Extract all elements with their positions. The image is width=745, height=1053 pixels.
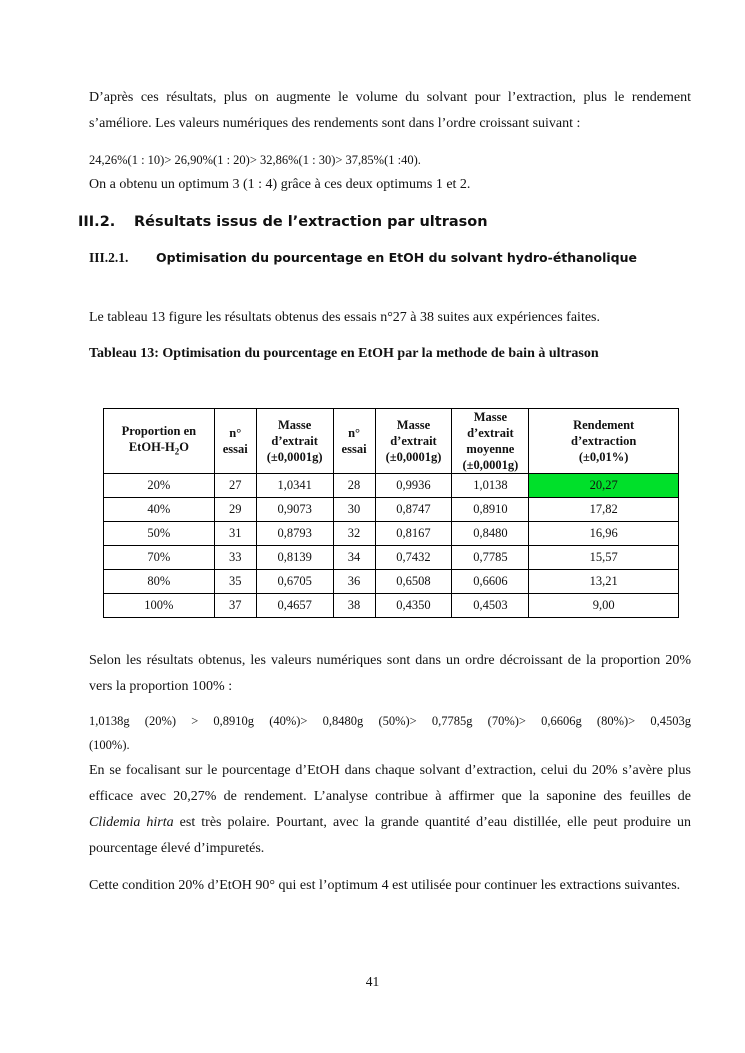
table-row [104, 498, 679, 522]
cell-essai: 27 [214, 474, 256, 498]
cell-masse: 0,8793 [256, 522, 333, 546]
cell-masse: 0,9073 [256, 498, 333, 522]
cell-proportion: 100% [104, 594, 215, 618]
paragraph-conclusion: Cette condition 20% d’EtOH 90° qui est l’optimum 4 est utilisée pour continuer les extractions suivantes. [89, 878, 681, 893]
cell-masse-moyenne: 0,8480 [452, 522, 529, 546]
cell-proportion: 40% [104, 498, 215, 522]
cell-essai: 34 [333, 546, 375, 570]
cell-essai: 30 [333, 498, 375, 522]
subsection-heading [89, 250, 637, 266]
cell-masse: 0,9936 [375, 474, 452, 498]
cell-essai: 28 [333, 474, 375, 498]
ratio-order-line: 24,26%(1 : 10)> 26,90%(1 : 20)> 32,86%(1 : 30)> 37,85%(1 :40). [89, 153, 421, 167]
page-number: 41 [365, 974, 380, 989]
cell-masse: 0,6705 [256, 570, 333, 594]
paragraph-analysis: En se focalisant sur le pourcentage d’EtOH dans chaque solvant d’extraction, celui du 20% s’avère plus efficace avec 20,27% de rendement. L’analyse contribue à affirmer que la saponine des feuilles de Clidemia hirta est très polaire. Pourtant, avec la grande quantité d’eau distillée, elle peut produire un pourcentage élevé d’impuretés. [89, 763, 691, 856]
cell-masse-moyenne: 1,0138 [452, 474, 529, 498]
cell-proportion: 80% [104, 570, 215, 594]
cell-essai: 33 [214, 546, 256, 570]
cell-essai: 35 [214, 570, 256, 594]
header-masse-1: Masse d’extrait (±0,0001g) [256, 409, 333, 474]
header-proportion: Proportion en EtOH-$H_2O$ [104, 409, 215, 474]
header-masse-moyenne: Masse d’extrait moyenne (±0,0001g) [452, 409, 529, 474]
cell-masse: 0,8747 [375, 498, 452, 522]
cell-masse-moyenne: 0,8910 [452, 498, 529, 522]
cell-proportion: 50% [104, 522, 215, 546]
cell-essai: 31 [214, 522, 256, 546]
table-row [104, 570, 679, 594]
section-number: III.2. [78, 214, 116, 230]
cell-masse-moyenne: 0,7785 [452, 546, 529, 570]
section-heading [78, 214, 488, 230]
header-masse-2: Masse d’extrait (±0,0001g) [375, 409, 452, 474]
subsection-number: III.2.1. [89, 250, 129, 265]
cell-masse: 1,0341 [256, 474, 333, 498]
section-title: Résultats issus de l’extraction par ultrason [134, 214, 488, 230]
mass-order-line-1: 1,0138g (20%) > 0,8910g (40%)> 0,8480g (50%)> 0,7785g (70%)> 0,6606g (80%)> 0,4503g [89, 714, 691, 728]
cell-masse: 0,4350 [375, 594, 452, 618]
cell-masse: 0,7432 [375, 546, 452, 570]
table-row [104, 594, 679, 618]
cell-masse: 0,4657 [256, 594, 333, 618]
subsection-title: Optimisation du pourcentage en EtOH du solvant hydro-éthanolique [156, 250, 637, 265]
cell-rendement: 13,21 [529, 570, 679, 594]
table-row [104, 522, 679, 546]
cell-masse: 0,8139 [256, 546, 333, 570]
optimum-line: On a obtenu un optimum 3 (1 : 4) grâce à ces deux optimums 1 et 2. [89, 177, 471, 192]
table-header-row [104, 409, 679, 474]
cell-masse: 0,6508 [375, 570, 452, 594]
header-rendement: Rendement d’extraction (±0,01%) [529, 409, 679, 474]
results-table [103, 408, 679, 618]
table-caption: Tableau 13: Optimisation du pourcentage en EtOH par la methode de bain à ultrason [89, 346, 599, 361]
header-essai-1: n° essai [214, 409, 256, 474]
cell-masse: 0,8167 [375, 522, 452, 546]
table-intro: Le tableau 13 figure les résultats obtenus des essais n°27 à 38 suites aux expériences faites. [89, 310, 600, 325]
cell-proportion: 70% [104, 546, 215, 570]
cell-rendement: 17,82 [529, 498, 679, 522]
cell-essai: 32 [333, 522, 375, 546]
cell-masse-moyenne: 0,6606 [452, 570, 529, 594]
cell-masse-moyenne: 0,4503 [452, 594, 529, 618]
cell-rendement: 9,00 [529, 594, 679, 618]
paragraph-results-volume: D’après ces résultats, plus on augmente le volume du solvant pour l’extraction, plus le rendement s’améliore. Les valeurs numériques des rendements sont dans l’ordre croissant suivant : [89, 90, 691, 131]
cell-proportion: 20% [104, 474, 215, 498]
table-row [104, 546, 679, 570]
cell-rendement: 16,96 [529, 522, 679, 546]
cell-essai: 38 [333, 594, 375, 618]
cell-essai: 29 [214, 498, 256, 522]
mass-order-line-2: (100%). [89, 738, 130, 752]
species-name: Clidemia hirta [89, 815, 174, 830]
header-essai-2: n° essai [333, 409, 375, 474]
cell-essai: 36 [333, 570, 375, 594]
cell-rendement: 15,57 [529, 546, 679, 570]
paragraph-results-order: Selon les résultats obtenus, les valeurs numériques sont dans un ordre décroissant de la proportion 20% vers la proportion 100% : [89, 653, 691, 694]
cell-rendement-highlighted: 20,27 [529, 474, 679, 498]
cell-essai: 37 [214, 594, 256, 618]
table-row [104, 474, 679, 498]
